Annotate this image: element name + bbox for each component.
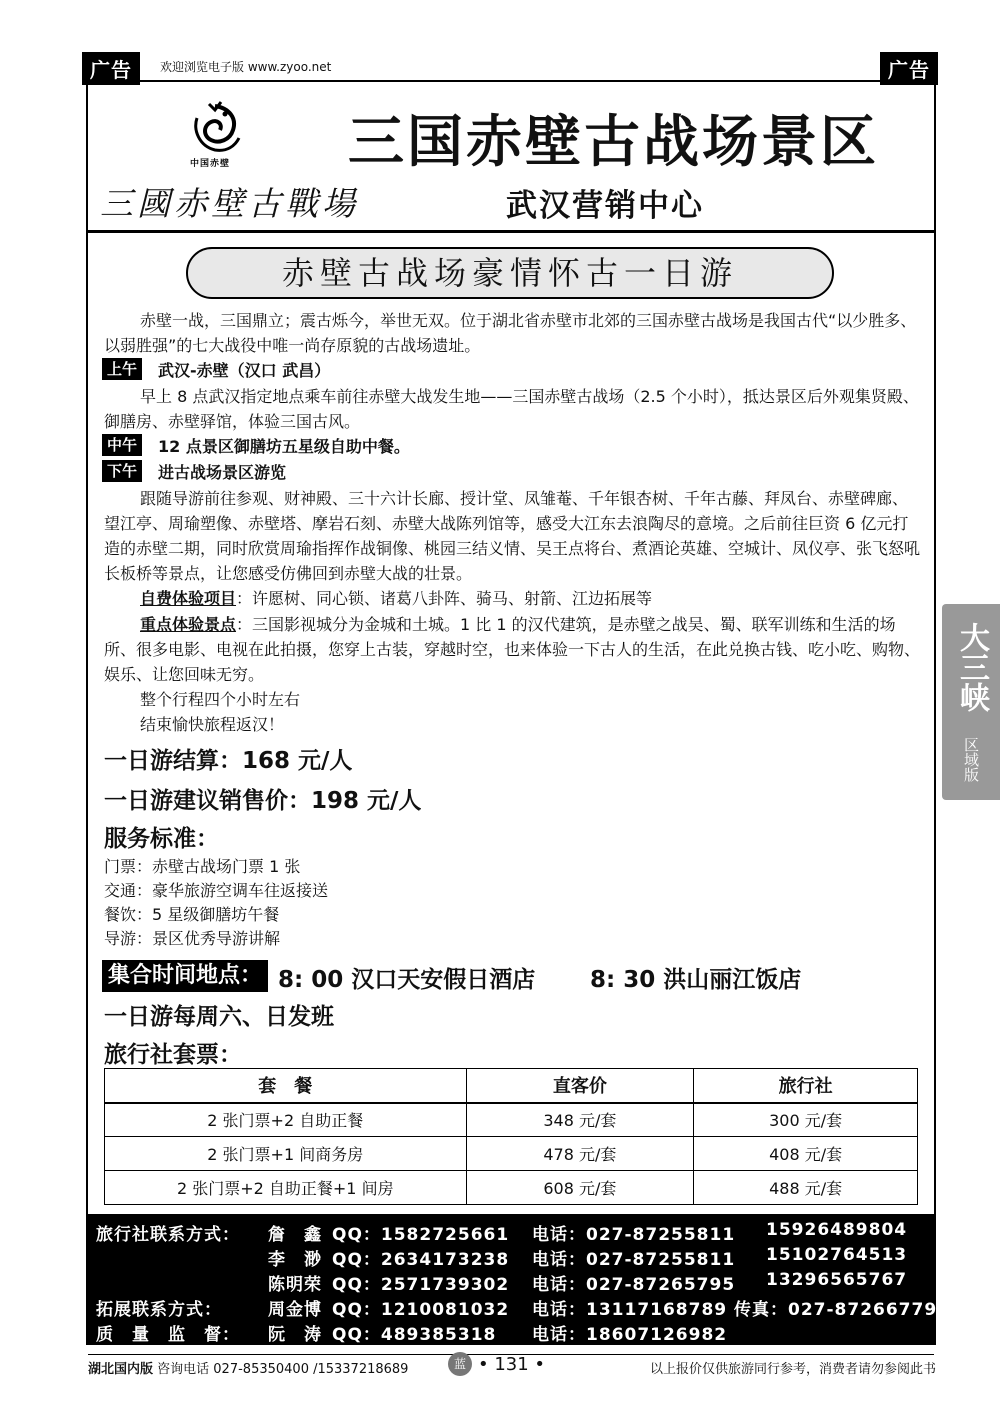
footer-left xyxy=(88,1358,408,1377)
contact-name: 李 渺 xyxy=(268,1250,322,1270)
direct-price: 478 元/套 xyxy=(466,1137,694,1171)
contact-name: 詹 鑫 xyxy=(268,1225,322,1245)
page-subtitle: 武汉营销中心 xyxy=(506,188,704,224)
assembly-time-2: 8: 30 洪山丽江饭店 xyxy=(590,967,802,993)
contact-label: 拓展联系方式： xyxy=(96,1300,222,1320)
package-name: 2 张门票+2 自助正餐+1 间房 xyxy=(105,1171,467,1205)
header-direct-price: 直客价 xyxy=(466,1069,694,1103)
ad-tag-right: 广告 xyxy=(880,52,938,85)
contact-name: 阮 涛 xyxy=(268,1325,322,1345)
contact-label: 旅行社联系方式： xyxy=(96,1225,240,1245)
self-pay-line xyxy=(104,586,922,611)
agency-price: 488 元/套 xyxy=(694,1171,918,1205)
service-item: 交通：豪华旅游空调车往返接送 xyxy=(104,881,329,900)
service-item: 餐饮：5 星级御膳坊午餐 xyxy=(104,905,280,924)
contact-block xyxy=(88,1214,938,1345)
header-divider xyxy=(88,230,934,233)
contact-qq[interactable]: QQ：1210081032 xyxy=(332,1300,510,1320)
end-line: 结束愉快旅程返汉！ xyxy=(140,715,285,734)
calligraphy-title: 三國赤壁古戰場 xyxy=(100,184,359,223)
tour-banner xyxy=(186,247,834,299)
table-row xyxy=(105,1103,918,1137)
service-item: 门票：赤壁古战场门票 1 张 xyxy=(104,857,301,876)
header-package: 套 餐 xyxy=(105,1069,467,1103)
morning-text: 早上 8 点武汉指定地点乘车前往赤壁大战发生地——三国赤壁古战场（2.5 个小时），抵达景区后外观集贤殿、御膳房、赤壁驿馆，体验三国古风。 xyxy=(104,387,919,431)
packages-title: 旅行社套票： xyxy=(104,1042,242,1068)
contact-qq[interactable]: QQ：2571739302 xyxy=(332,1275,510,1295)
tour-banner-text: 赤壁古战场豪情怀古一日游 xyxy=(281,254,738,292)
footer-edition: 湖北国内版 xyxy=(88,1362,154,1377)
contact-tel[interactable]: 电话：027-87255811 xyxy=(532,1225,736,1245)
afternoon-label: 下午 xyxy=(102,460,142,482)
package-name: 2 张门票+2 自助正餐 xyxy=(105,1103,467,1137)
footer-phone: 咨询电话 027-85350400 /15337218689 xyxy=(157,1362,409,1377)
side-tab-subtitle: 区域版 xyxy=(962,736,980,782)
contact-name: 周金博 xyxy=(268,1300,322,1320)
contact-extra[interactable]: 13296565767 xyxy=(766,1270,908,1290)
package-name: 2 张门票+1 间商务房 xyxy=(105,1137,467,1171)
afternoon-title: 进古战场景区游览 xyxy=(158,463,287,482)
welcome-text[interactable]: 欢迎浏览电子版 www.zyoo.net xyxy=(160,60,332,74)
contact-tel[interactable]: 电话：027-87265795 xyxy=(532,1275,736,1295)
morning-label: 上午 xyxy=(102,358,142,380)
duration-line: 整个行程四个小时左右 xyxy=(140,690,301,709)
noon-title: 12 点景区御膳坊五星级自助中餐。 xyxy=(158,437,410,456)
key-spot-paragraph xyxy=(104,612,922,687)
contact-extra[interactable]: 15102764513 xyxy=(766,1245,908,1265)
header-agency-price: 旅行社 xyxy=(694,1069,918,1103)
key-spot-label: 重点体验景点 xyxy=(140,615,237,634)
contact-label: 质 量 监 督： xyxy=(96,1325,240,1345)
afternoon-text: 跟随导游前往参观、财神殿、三十六计长廊、授计堂、凤雏菴、千年银杏树、千年古藤、拜凤台、赤壁碑廊、望江亭、周瑜塑像、赤壁塔、摩岩石刻、赤壁大战陈列馆等，感受大江东去浪陶尽的意境。之后前往巨资 6 亿元打造的赤壁二期，同时欣赏周瑜指挥作战铜像、桃园三结义情、吴王点将台、煮酒论英雄、空城计、凤仪亭、张飞怒吼长板桥等景点，让您感受仿佛回到赤壁大战的壮景。 xyxy=(104,489,921,583)
contact-name: 陈明荣 xyxy=(268,1275,322,1295)
package-table xyxy=(104,1068,918,1205)
contact-tel[interactable]: 电话：18607126982 xyxy=(532,1325,728,1345)
logo-caption: 中国赤壁 xyxy=(190,159,231,169)
contact-qq[interactable]: QQ：489385318 xyxy=(332,1325,497,1345)
self-pay-text: ：许愿树、同心锁、诸葛八卦阵、骑马、射箭、江边拓展等 xyxy=(236,589,653,608)
self-pay-label: 自费体验项目 xyxy=(140,589,237,608)
settlement-price: 一日游结算：168 元/人 xyxy=(104,748,353,774)
assembly-label: 集合时间地点： xyxy=(102,960,268,992)
direct-price: 348 元/套 xyxy=(466,1103,694,1137)
contact-extra[interactable]: 传真：027-87266779 xyxy=(734,1300,938,1320)
service-item: 导游：景区优秀导游讲解 xyxy=(104,929,281,948)
agency-price: 300 元/套 xyxy=(694,1103,918,1137)
direct-price: 608 元/套 xyxy=(466,1171,694,1205)
assembly-time-1: 8: 00 汉口天安假日酒店 xyxy=(278,967,536,993)
table-row xyxy=(105,1171,918,1205)
service-title: 服务标准： xyxy=(104,826,219,852)
contact-qq[interactable]: QQ：2634173238 xyxy=(332,1250,510,1270)
morning-title: 武汉-赤壁（汉口 武昌） xyxy=(158,361,331,380)
contact-qq[interactable]: QQ：1582725661 xyxy=(332,1225,510,1245)
region-side-tab[interactable] xyxy=(942,604,1000,800)
contact-tel[interactable]: 电话：13117168789 xyxy=(532,1300,728,1320)
footer-note: 以上报价仅供旅游同行参考，消费者请勿参阅此书 xyxy=(649,1362,936,1377)
suggested-price: 一日游建议销售价：198 元/人 xyxy=(104,788,422,814)
page-number-block xyxy=(448,1352,545,1376)
contact-tel[interactable]: 电话：027-87255811 xyxy=(532,1250,736,1270)
intro-paragraph: 赤壁一战，三国鼎立；震古烁今，举世无双。位于湖北省赤壁市北郊的三国赤壁古战场是我国古代“以少胜多、以弱胜强”的七大战役中唯一尚存原貌的古战场遗址。 xyxy=(104,311,917,355)
contact-extra[interactable]: 15926489804 xyxy=(766,1220,908,1240)
agency-price: 408 元/套 xyxy=(694,1137,918,1171)
side-tab-title: 大三峡 xyxy=(954,622,989,712)
schedule-line: 一日游每周六、日发班 xyxy=(104,1004,334,1030)
page-badge-icon: 蓝 xyxy=(448,1352,472,1376)
table-row xyxy=(105,1137,918,1171)
table-header-row xyxy=(105,1069,918,1103)
page-title: 三国赤壁古战场景区 xyxy=(348,110,879,175)
noon-label: 中午 xyxy=(102,434,142,456)
key-spot-text: ：三国影视城分为金城和土城。1 比 1 的汉代建筑，是赤壁之战吴、蜀、联军训练和生活的场所、很多电影、电视在此拍摄，您穿上古装，穿越时空，也来体验一下古人的生活，在此兑换古钱、吃小吃、购物、娱乐、让您回味无穷。 xyxy=(104,615,921,684)
ad-tag-left: 广告 xyxy=(82,52,140,85)
page-number: • 131 • xyxy=(478,1353,546,1375)
